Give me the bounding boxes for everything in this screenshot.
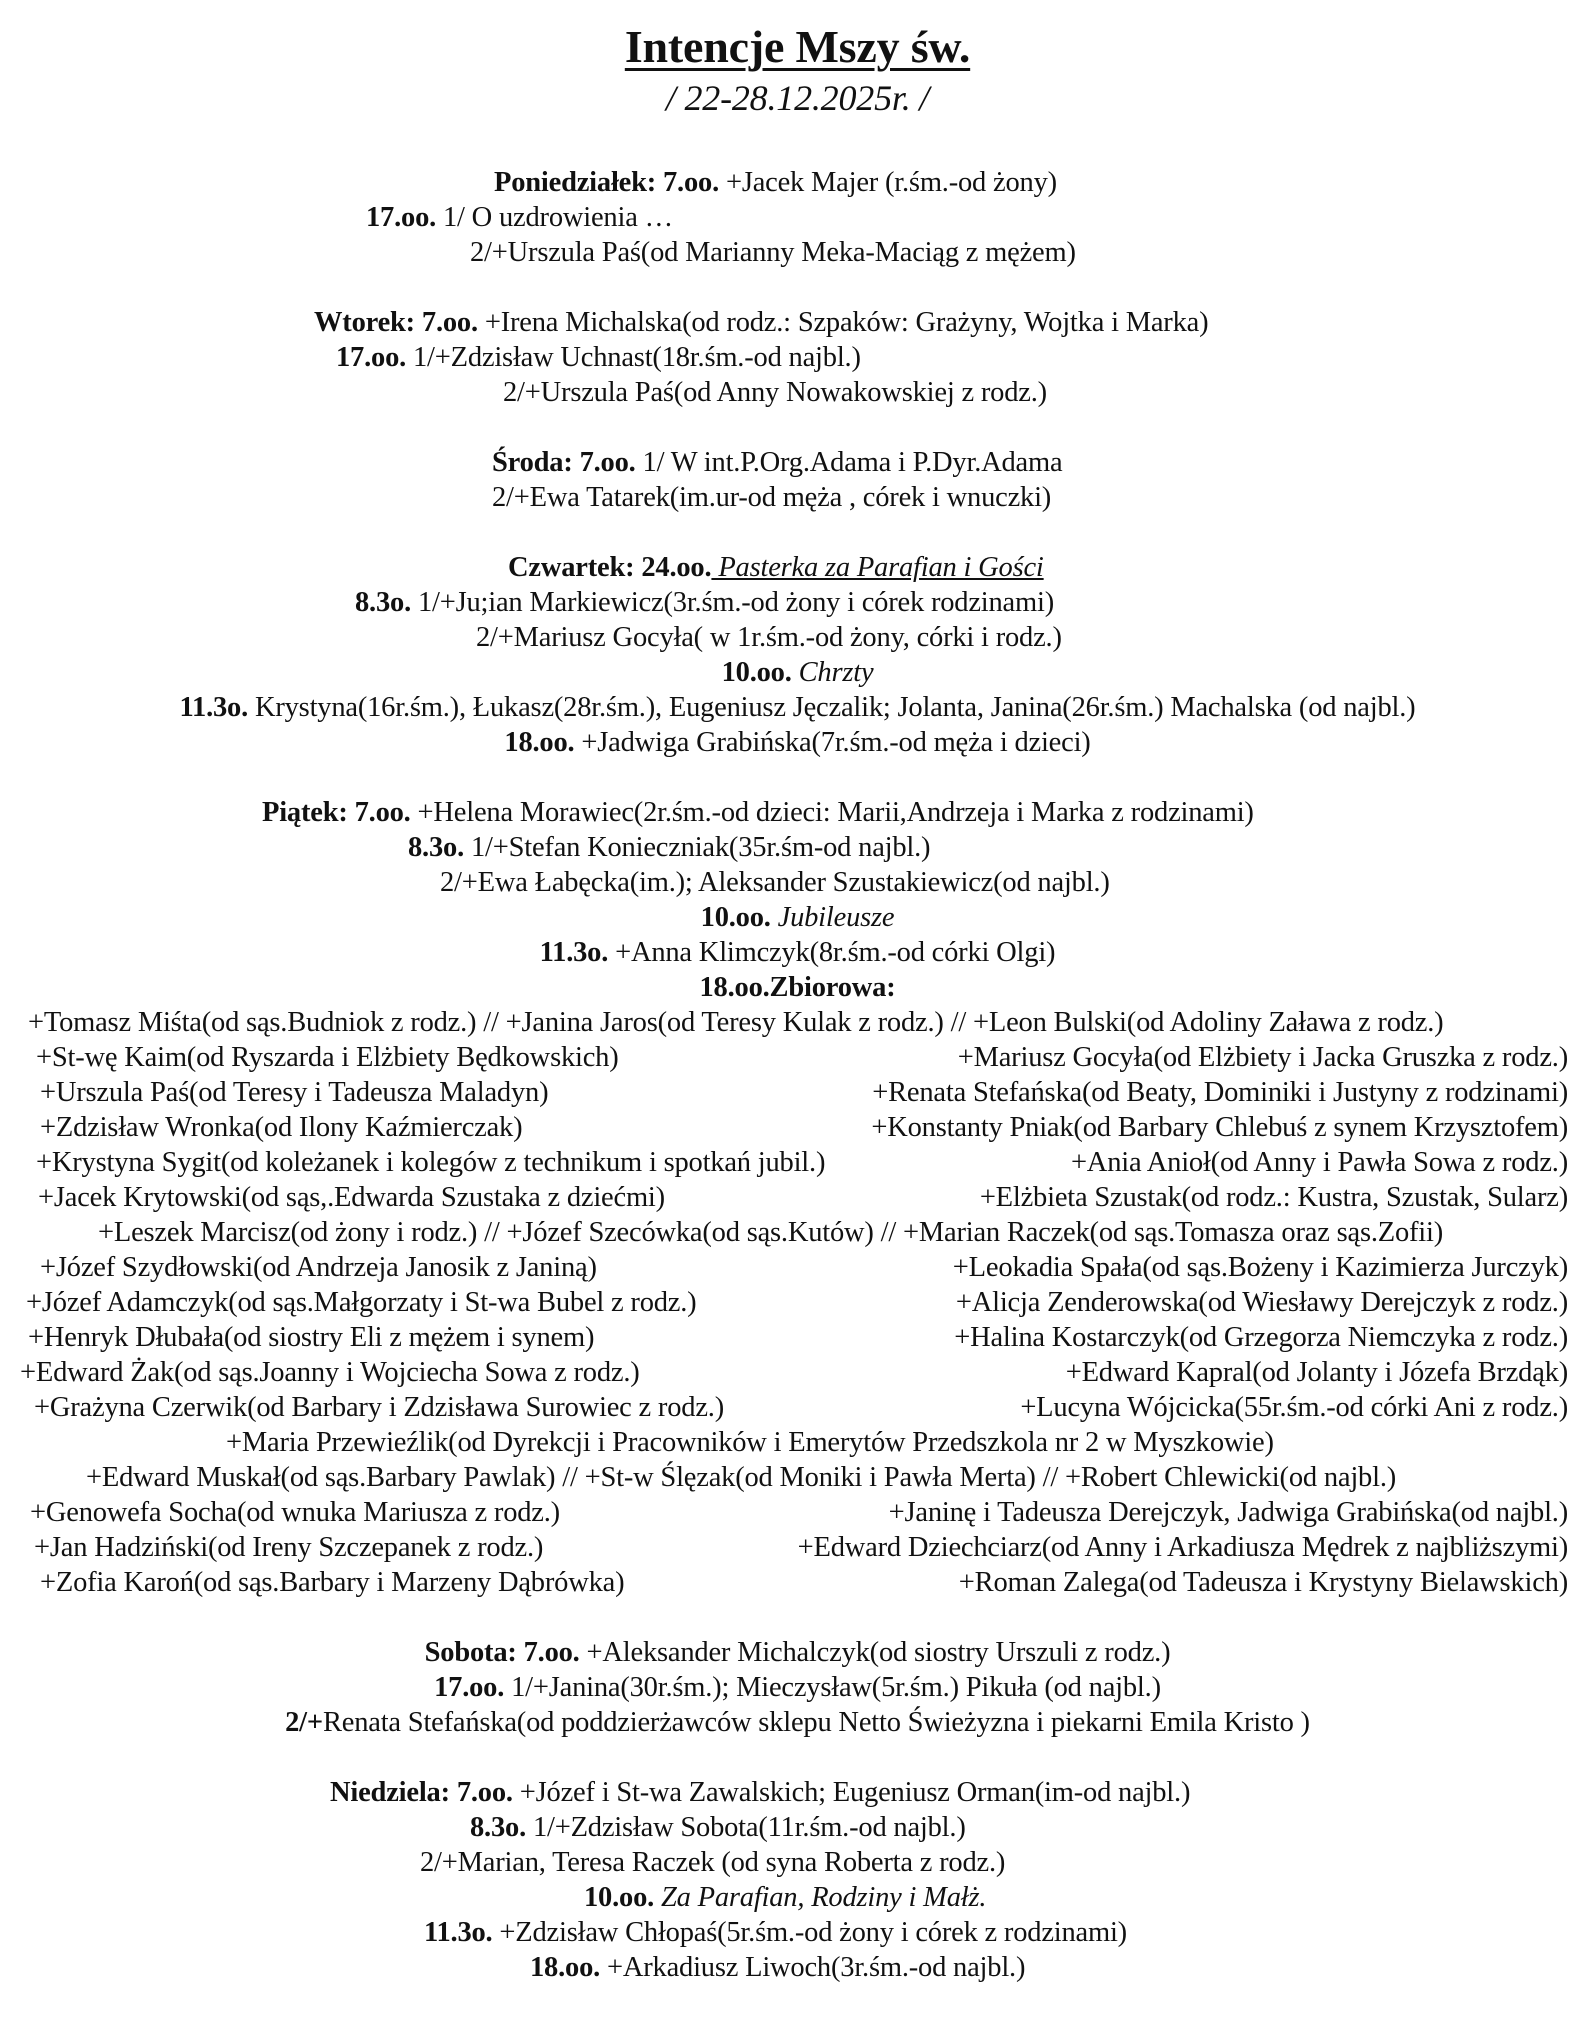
entry-line (470, 236, 1076, 270)
mass-time: 11.3o. (179, 692, 249, 723)
intention-text: 2/+Marian, Teresa Raczek (od syna Roberta z rodz.) (420, 1847, 1006, 1878)
intention-text: 2/+Urszula Paś(od Anny Nowakowskiej z rodz.) (503, 377, 1047, 408)
intention-text: +Jadwiga Grabińska(7r.śm.-od męża i dzieci) (574, 727, 1091, 758)
intention-text: 1/+Janina(30r.śm.); Mieczysław(5r.śm.) Pikuła (od najbl.) (504, 1672, 1161, 1703)
intention-left: +Genowefa Socha(od wnuka Mariusza z rodz.) (30, 1497, 560, 1528)
entry-line (0, 901, 1595, 935)
intention-text: +Aleksander Michalczyk(od siostry Urszuli z rodz.) (579, 1637, 1171, 1668)
intention-left: +Edward Muskał(od sąs.Barbary Pawlak) // +St-w Ślęzak(od Moniki i Pawła Merta) // +Robert Chlewicki(od najbl.) (86, 1462, 1397, 1493)
intention-text: 1/ O uzdrowienia … (436, 202, 673, 233)
intention-text: +Arkadiusz Liwoch(3r.śm.-od najbl.) (600, 1952, 1026, 1983)
intention-text: +Helena Morawiec(2r.śm.-od dzieci: Marii,Andrzeja i Marka z rodzinami) (410, 797, 1254, 828)
intention-left: +Leszek Marcisz(od żony i rodz.) // +Józef Szecówka(od sąs.Kutów) // +Marian Raczek(od sąs.Tomasza oraz sąs.Zofii) (98, 1217, 1444, 1248)
entry-line (508, 551, 1044, 585)
entry-line (494, 166, 1057, 200)
intention-left: +Henryk Dłubała(od siostry Eli z mężem i synem) (28, 1322, 595, 1353)
intention-text: Renata Stefańska(od poddzierżawców sklepu Netto Świeżyzna i piekarni Emila Kristo ) (322, 1707, 1310, 1738)
date-range: / 22-28.12.2025r. / (665, 78, 930, 118)
intention-left: +St-wę Kaim(od Ryszarda i Elżbiety Będkowskich) (36, 1042, 619, 1073)
intention-right: +Konstanty Pniak(od Barbary Chlebuś z synem Krzysztofem) (871, 1112, 1568, 1143)
entry-line (0, 656, 1595, 690)
intention-text: +Irena Michalska(od rodz.: Szpaków: Grażyny, Wojtka i Marka) (477, 307, 1209, 338)
entry-line (314, 306, 1208, 340)
intention-text: Za Parafian, Rodziny i Małż. (654, 1882, 987, 1913)
intention-left: +Tomasz Miśta(od sąs.Budniok z rodz.) // +Janina Jaros(od Teresy Kulak z rodz.) // +Leon Bulski(od Adoliny Zaława z rodz.) (28, 1007, 1444, 1038)
day-label: Poniedziałek: (494, 167, 657, 198)
mass-time: 7.oo. (663, 167, 720, 198)
intention-left: +Edward Żak(od sąs.Joanny i Wojciecha Sowa z rodz.) (20, 1357, 640, 1388)
mass-time: 10.oo. (721, 657, 792, 688)
entry-line (424, 1916, 1127, 1950)
intention-right: +Janinę i Tadeusza Derejczyk, Jadwiga Grabińska(od najbl.) (888, 1497, 1568, 1528)
entry-line (440, 866, 1110, 900)
mass-time: 2/+ (285, 1707, 323, 1738)
entry-line (530, 1951, 1025, 1985)
entry-line (0, 1636, 1595, 1670)
day-label: Środa: (492, 447, 573, 478)
intention-right: +Halina Kostarczyk(od Grzegorza Niemczyka z rodz.) (954, 1322, 1568, 1353)
intention-left: +Józef Szydłowski(od Andrzeja Janosik z Janiną) (40, 1252, 597, 1283)
intention-right: +Mariusz Gocyła(od Elżbiety i Jacka Gruszka z rodz.) (957, 1042, 1568, 1073)
mass-time: 18.oo. (530, 1952, 601, 1983)
mass-time: 8.3o. (355, 587, 412, 618)
day-label: Czwartek: (508, 552, 635, 583)
intention-text: 1/+Ju;ian Markiewicz(3r.śm.-od żony i córek rodzinami) (411, 587, 1054, 618)
entry-line (420, 1846, 1005, 1880)
intention-text: 1/+Zdzisław Sobota(11r.śm.-od najbl.) (526, 1812, 966, 1843)
intention-left: +Jan Hadziński(od Ireny Szczepanek z rodz.) (34, 1532, 544, 1563)
entry-line (408, 831, 930, 865)
intention-left: +Urszula Paś(od Teresy i Tadeusza Maladyn) (40, 1077, 549, 1108)
mass-time: 7.oo. (579, 447, 636, 478)
mass-time: 7.oo. (523, 1637, 580, 1668)
intention-text: 2/+Urszula Paś(od Marianny Meka-Maciąg z mężem) (470, 237, 1076, 268)
intention-left: +Maria Przewieźlik(od Dyrekcji i Pracowników i Emerytów Przedszkola nr 2 w Myszkowie) (226, 1427, 1274, 1458)
entry-line (0, 936, 1595, 970)
mass-time: 17.oo. (366, 202, 437, 233)
entry-line (584, 1881, 986, 1915)
entry-line (366, 201, 673, 235)
mass-time: 8.3o. (470, 1812, 527, 1843)
mass-time: 17.oo. (336, 342, 407, 373)
page-title: Intencje Mszy św. (624, 21, 971, 72)
intention-text: +Józef i St-wa Zawalskich; Eugeniusz Orman(im-od najbl.) (512, 1777, 1191, 1808)
intention-text: 1/ W int.P.Org.Adama i P.Dyr.Adama (635, 447, 1063, 478)
entry-line (476, 621, 1062, 655)
intention-text: Jubileusze (770, 902, 895, 933)
entry-line (330, 1776, 1190, 1810)
intention-right: +Ania Anioł(od Anny i Pawła Sowa z rodz.) (1070, 1147, 1568, 1178)
entry-line (470, 1811, 966, 1845)
intention-right: +Edward Dziechciarz(od Anny i Arkadiusza Mędrek z najbliższymi) (797, 1532, 1568, 1563)
mass-time: 18.oo. (504, 727, 575, 758)
entry-line (492, 481, 1051, 515)
intention-right: +Alicja Zenderowska(od Wiesławy Derejczyk z rodz.) (955, 1287, 1568, 1318)
collective-mass-heading: 18.oo.Zbiorowa: (699, 972, 896, 1003)
intention-text: Chrzty (791, 657, 874, 688)
entry-line (492, 446, 1062, 480)
intention-left: +Józef Adamczyk(od sąs.Małgorzaty i St-wa Bubel z rodz.) (26, 1287, 697, 1318)
mass-time: 10.oo. (584, 1882, 655, 1913)
entry-line (0, 726, 1595, 760)
intention-left: +Grażyna Czerwik(od Barbary i Zdzisława Surowiec z rodz.) (34, 1392, 724, 1423)
intention-left: +Zofia Karoń(od sąs.Barbary i Marzeny Dąbrówka) (40, 1567, 625, 1598)
day-label: Piątek: (262, 797, 348, 828)
mass-time: 11.3o. (539, 937, 609, 968)
mass-time: 7.oo. (421, 307, 478, 338)
entry-line (503, 376, 1047, 410)
intention-text: Pasterka za Parafian i Gości (711, 552, 1044, 583)
intention-text: Krystyna(16r.śm.), Łukasz(28r.śm.), Eugeniusz Jęczalik; Jolanta, Janina(26r.śm.) Machalska (od najbl.) (248, 692, 1416, 723)
intention-right: +Leokadia Spała(od sąs.Bożeny i Kazimierza Jurczyk) (952, 1252, 1568, 1283)
day-label: Sobota: (424, 1637, 517, 1668)
mass-time: 17.oo. (434, 1672, 505, 1703)
mass-time: 8.3o. (408, 832, 465, 863)
intention-text: +Zdzisław Chłopaś(5r.śm.-od żony i córek z rodzinami) (492, 1917, 1127, 1948)
intention-left: +Jacek Krytowski(od sąs,.Edwarda Szustaka z dziećmi) (38, 1182, 665, 1213)
day-label: Niedziela: (330, 1777, 450, 1808)
entry-line (336, 341, 861, 375)
intention-right: +Edward Kapral(od Jolanty i Józefa Brzdąk) (1065, 1357, 1568, 1388)
intention-text: 1/+Stefan Konieczniak(35r.śm-od najbl.) (464, 832, 931, 863)
intention-text: 2/+Ewa Tatarek(im.ur-od męża , córek i wnuczki) (492, 482, 1052, 513)
intention-right: +Roman Zalega(od Tadeusza i Krystyny Bielawskich) (958, 1567, 1568, 1598)
entry-line (262, 796, 1254, 830)
entry-line (355, 586, 1054, 620)
intention-left: +Zdzisław Wronka(od Ilony Kaźmierczak) (40, 1112, 523, 1143)
mass-time: 24.oo. (641, 552, 712, 583)
mass-time: 10.oo. (700, 902, 771, 933)
entry-line (0, 691, 1595, 725)
mass-time: 7.oo. (354, 797, 411, 828)
entry-line (0, 1706, 1595, 1740)
intention-text: +Anna Klimczyk(8r.śm.-od córki Olgi) (608, 937, 1056, 968)
mass-time: 11.3o. (424, 1917, 493, 1948)
intention-right: +Renata Stefańska(od Beaty, Dominiki i Justyny z rodzinami) (872, 1077, 1568, 1108)
intention-text: 2/+Mariusz Gocyła( w 1r.śm.-od żony, córki i rodz.) (476, 622, 1062, 653)
intention-left: +Krystyna Sygit(od koleżanek i kolegów z technikum i spotkań jubil.) (36, 1147, 826, 1178)
intention-text: +Jacek Majer (r.śm.-od żony) (719, 167, 1057, 198)
mass-time: 7.oo. (456, 1777, 513, 1808)
day-label: Wtorek: (314, 307, 415, 338)
intention-text: 1/+Zdzisław Uchnast(18r.śm.-od najbl.) (406, 342, 861, 373)
entry-line (0, 1671, 1595, 1705)
intention-right: +Lucyna Wójcicka(55r.śm.-od córki Ani z rodz.) (1020, 1392, 1568, 1423)
intention-right: +Elżbieta Szustak(od rodz.: Kustra, Szustak, Sularz) (979, 1182, 1568, 1213)
intention-text: 2/+Ewa Łabęcka(im.); Aleksander Szustakiewicz(od najbl.) (440, 867, 1110, 898)
